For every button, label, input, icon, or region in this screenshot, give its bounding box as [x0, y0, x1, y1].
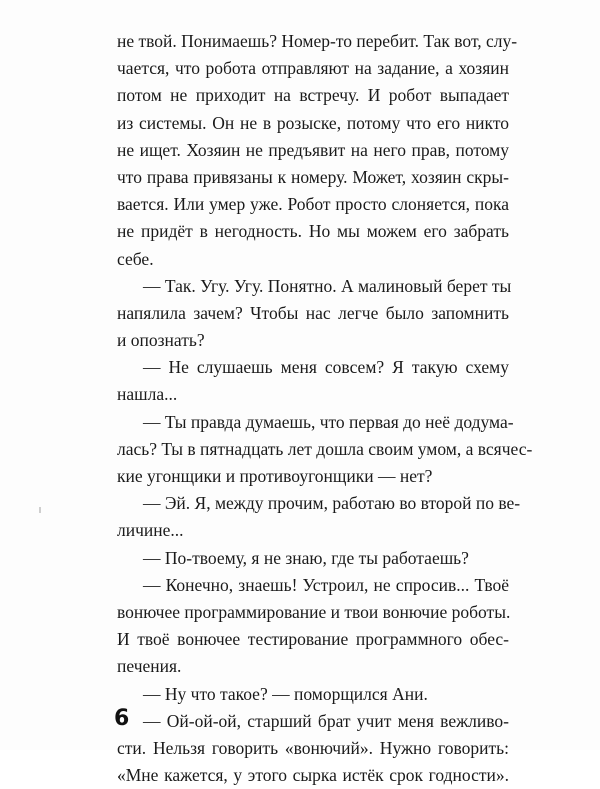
text-line: — Ты правда думаешь, что первая до неё додума-	[143, 411, 514, 432]
text-line: — Эй. Я, между прочим, работаю во второй по ве-	[143, 493, 521, 514]
text-line: вонючее программирование и твои вонючие роботы.	[117, 601, 511, 622]
text-line: личине...	[117, 520, 184, 541]
text-line: вается. Или умер уже. Робот просто слоняется, пока	[117, 194, 509, 215]
text-line: не ищет. Хозяин не предъявит на него прав, потому	[117, 139, 509, 160]
text-line: «Мне кажется, у этого сырка истёк срок годности».	[117, 765, 509, 786]
text-line: — Конечно, знаешь! Устроил, не спросив... Твоё	[143, 574, 509, 595]
text-line: печения.	[117, 656, 182, 677]
text-line: не твой. Понимаешь? Номер-то перебит. Так вот, слу-	[117, 31, 518, 51]
text-line: сти. Нельзя говорить «вонючий». Нужно говорить:	[117, 737, 509, 758]
scan-speck	[39, 507, 41, 513]
page-number: 6	[114, 706, 130, 731]
text-line: напялила зачем? Чтобы нас легче было запомнить	[117, 302, 509, 323]
text-line: кие угонщики и противоугонщики — нет?	[117, 466, 433, 486]
text-line: — Ну что такое? — поморщился Ани.	[143, 683, 428, 704]
text-line: потом не приходит на встречу. И робот выпадает	[117, 85, 509, 106]
text-line: — Так. Угу. Угу. Понятно. А малиновый берет ты	[143, 275, 512, 296]
text-line: лась? Ты в пятнадцать лет дошла своим умом, а всячес-	[117, 438, 533, 459]
text-line: не придёт в негодность. Но мы можем его забрать	[117, 221, 509, 242]
text-line: себе.	[117, 248, 154, 269]
text-line: и опознать?	[117, 330, 205, 351]
text-line: что права привязаны к номеру. Может, хозяин скры-	[117, 166, 509, 187]
text-line: И твоё вонючее тестирование программного обес-	[117, 629, 509, 650]
text-line: нашла...	[117, 384, 178, 405]
body-text	[117, 28, 533, 789]
text-line: — По-твоему, я не знаю, где ты работаешь?	[143, 547, 469, 568]
text-line: чается, что робота отправляют на задание, а хозяин	[117, 58, 509, 79]
text-line: — Ой-ой-ой, старший брат учит меня вежливо-	[143, 710, 509, 731]
text-line: — Не слушаешь меня совсем? Я такую схему	[143, 357, 509, 378]
text-line: из системы. Он не в розыске, потому что его никто	[117, 112, 509, 133]
